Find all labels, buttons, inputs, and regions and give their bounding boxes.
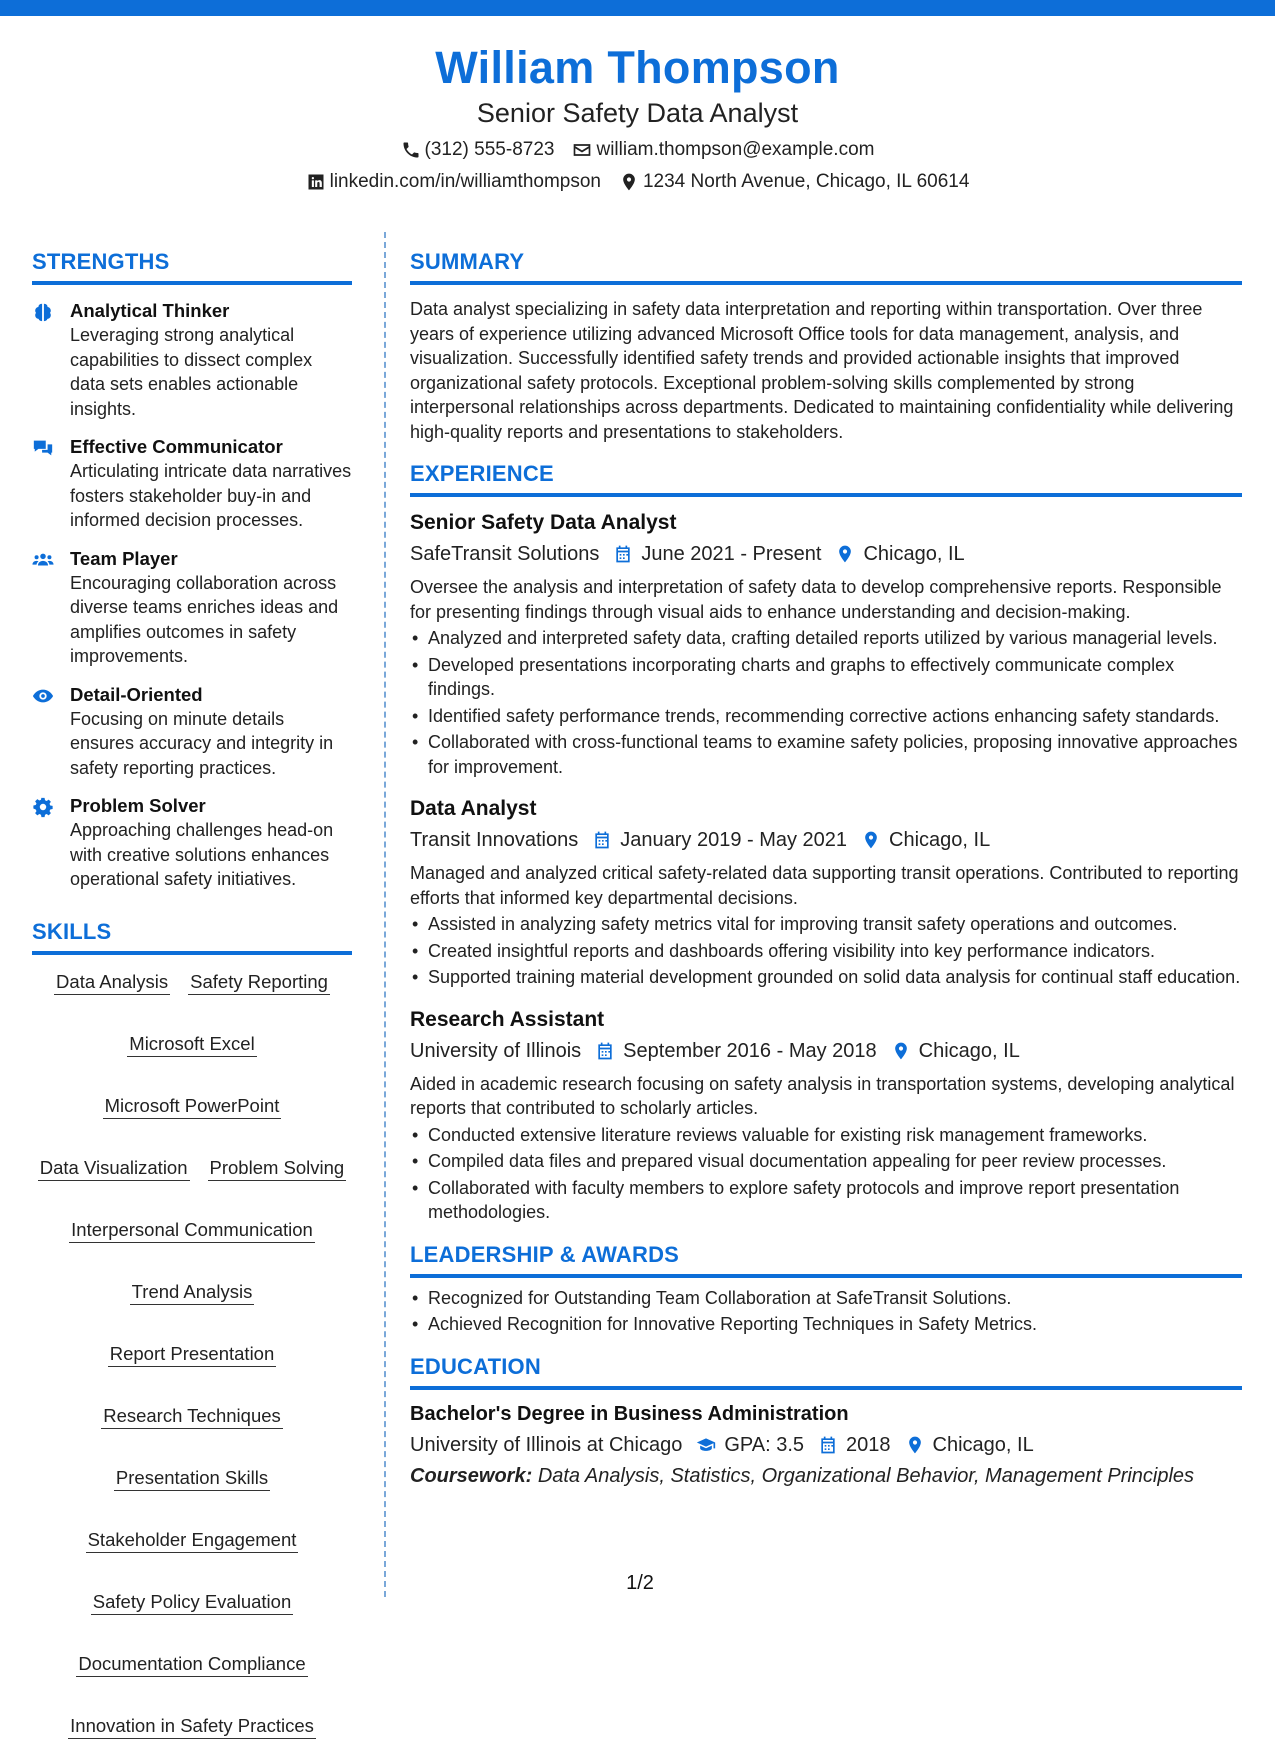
skill-tag: Stakeholder Engagement: [86, 1527, 299, 1553]
job-title: Data Analyst: [410, 797, 537, 820]
job-location: Chicago, IL: [863, 543, 965, 565]
job-bullets: [410, 912, 1242, 990]
skill-tag: Safety Policy Evaluation: [91, 1589, 293, 1615]
education-meta: [410, 1430, 1242, 1460]
calendar-icon: [613, 544, 633, 564]
list-item: • Collaborated with cross-functional teams to examine safety policies, proposing innovative approaches for improvement.: [410, 730, 1242, 779]
job-meta: [410, 1036, 1242, 1066]
map-pin-icon: [905, 1435, 925, 1455]
skill-tag: Trend Analysis: [130, 1279, 255, 1305]
job-bullets: [410, 626, 1242, 779]
list-item: • Identified safety performance trends, recommending corrective actions enhancing safety standards.: [410, 704, 1242, 729]
skill-tag: Innovation in Safety Practices: [68, 1713, 316, 1739]
contact-email[interactable]: [572, 138, 874, 162]
strength-desc: Leveraging strong analytical capabilities to dissect complex data sets enables actionable insights.: [70, 325, 313, 419]
envelope-icon: [572, 140, 592, 160]
strength-desc: Focusing on minute details ensures accuracy and integrity in safety reporting practices.: [70, 708, 334, 778]
awards-list: [410, 1286, 1242, 1337]
coursework-list: Data Analysis, Statistics, Organizational Behavior, Management Principles: [537, 1464, 1195, 1487]
map-pin-icon: [861, 830, 881, 850]
list-item: • Conducted extensive literature reviews valuable for existing risk management frameworks.: [410, 1123, 1242, 1148]
calendar-icon: [595, 1041, 615, 1061]
list-item: • Recognized for Outstanding Team Collaboration at SafeTransit Solutions.: [410, 1286, 1242, 1311]
skills-heading: SKILLS: [32, 918, 352, 955]
job-entry: [410, 795, 1242, 990]
job-entry: [410, 1006, 1242, 1225]
strength-title: Effective Communicator: [70, 436, 283, 457]
job-meta: [410, 825, 1242, 855]
phone-text: (312) 555-8723: [424, 139, 555, 160]
job-description: Managed and analyzed critical safety-related data supporting transit operations. Contributed to reporting efforts that informed key departmental decisions.: [410, 863, 1239, 908]
map-pin-icon: [891, 1041, 911, 1061]
strength-desc: Approaching challenges head-on with creative solutions enhances operational safety initiatives.: [70, 820, 334, 889]
skill-tag: Report Presentation: [108, 1341, 277, 1367]
coursework-label: Coursework:: [410, 1464, 533, 1487]
job-entry: [410, 509, 1242, 779]
job-title: Senior Safety Data Analyst: [410, 511, 677, 534]
skill-tag: Problem Solving: [208, 1155, 347, 1181]
page-number: 1/2: [626, 1572, 654, 1594]
job-dates: September 2016 - May 2018: [623, 1039, 877, 1062]
left-column: [32, 248, 352, 1739]
strength-item: [32, 547, 352, 669]
comments-icon: [32, 437, 54, 459]
strength-desc: Articulating intricate data narratives fosters stakeholder buy-in and informed decision processes.: [70, 461, 352, 530]
contact-row-1: [0, 138, 1275, 162]
users-icon: [32, 549, 54, 571]
skill-tag: Safety Reporting: [188, 969, 330, 995]
list-item: • Supported training material development grounded on solid data analysis for continual staff education.: [410, 965, 1242, 990]
skills-list: [32, 969, 352, 1739]
list-item: • Developed presentations incorporating charts and graphs to effectively communicate complex findings.: [410, 653, 1242, 702]
phone-icon: [401, 140, 421, 160]
graduation-year: 2018: [846, 1433, 891, 1456]
awards-section: [410, 1241, 1242, 1337]
degree-title: Bachelor's Degree in Business Administration: [410, 1402, 849, 1425]
coursework: [410, 1462, 1242, 1490]
list-item: • Analyzed and interpreted safety data, crafting detailed reports utilized by various managerial levels.: [410, 626, 1242, 651]
list-item: • Collaborated with faculty members to explore safety protocols and improve report presentation methodologies.: [410, 1176, 1242, 1225]
strength-title: Problem Solver: [70, 795, 206, 816]
skills-section: [32, 918, 352, 1739]
education-heading: EDUCATION: [410, 1353, 1242, 1390]
candidate-title: Senior Safety Data Analyst: [476, 98, 799, 128]
job-description: Aided in academic research focusing on safety analysis in transportation systems, developing analytical reports that contributed to scholarly articles.: [410, 1073, 1235, 1118]
summary-text: Data analyst specializing in safety data interpretation and reporting within transportation. Over three years of experience utilizing advanced Microsoft Office tools for data management, analysis, and visualization. Successfully identified safety trends and provided actionable insights that improved organizational safety protocols. Exceptional problem-solving skills complemented by strong interpersonal relationships across departments. Dedicated to maintaining confidentiality while delivering high-quality reports and presentations to stakeholders.: [410, 299, 1234, 442]
strength-title: Detail-Oriented: [70, 683, 203, 705]
gpa: GPA: 3.5: [724, 1433, 805, 1456]
job-description: Oversee the analysis and interpretation of safety data to develop comprehensive reports. Responsible for presenting findings through visual aids to enhance understanding and decision-making.: [410, 577, 1222, 622]
top-accent-bar: [0, 0, 1275, 16]
job-bullets: [410, 1123, 1242, 1225]
strength-item: [32, 299, 352, 421]
job-dates: January 2019 - May 2021: [620, 829, 848, 851]
job-location: Chicago, IL: [918, 1039, 1020, 1062]
strength-title: Analytical Thinker: [70, 300, 230, 321]
job-company: SafeTransit Solutions: [410, 543, 600, 565]
skill-tag: Data Analysis: [54, 969, 170, 995]
contact-address: [619, 170, 969, 194]
awards-heading: LEADERSHIP & AWARDS: [410, 1241, 1242, 1278]
email-link[interactable]: william.thompson@example.com: [596, 139, 875, 160]
education-section: [410, 1353, 1242, 1490]
strength-item: [32, 794, 352, 892]
summary-heading: SUMMARY: [410, 248, 1242, 285]
right-column: [410, 248, 1242, 1490]
skill-tag: Documentation Compliance: [76, 1651, 307, 1677]
map-pin-icon: [835, 544, 855, 564]
job-company: University of Illinois: [410, 1039, 582, 1062]
skill-tag: Microsoft PowerPoint: [103, 1093, 282, 1119]
list-item: • Created insightful reports and dashboards offering visibility into key performance indicators.: [410, 939, 1242, 964]
education-location: Chicago, IL: [932, 1433, 1034, 1456]
strengths-heading: STRENGTHS: [32, 248, 352, 285]
contact-row-2: [0, 170, 1275, 194]
job-dates: June 2021 - Present: [641, 543, 822, 565]
graduation-cap-icon: [696, 1435, 716, 1455]
resume-header: [0, 40, 1275, 194]
calendar-icon: [592, 830, 612, 850]
column-divider: [384, 232, 386, 1597]
contact-phone: [401, 138, 555, 162]
eye-icon: [32, 685, 54, 707]
candidate-name: William Thompson: [435, 42, 840, 93]
strength-item: [32, 435, 352, 533]
address-text: 1234 North Avenue, Chicago, IL 60614: [642, 171, 970, 192]
strength-item: [32, 683, 352, 781]
map-pin-icon: [619, 172, 639, 192]
experience-section: [410, 460, 1242, 1225]
job-title: Research Assistant: [410, 1007, 605, 1031]
linkedin-icon: [306, 172, 326, 192]
strength-title: Team Player: [70, 547, 178, 569]
school-name: University of Illinois at Chicago: [410, 1433, 683, 1456]
skill-tag: Presentation Skills: [114, 1465, 270, 1491]
list-item: • Compiled data files and prepared visual documentation appealing for peer review processes.: [410, 1149, 1242, 1174]
job-company: Transit Innovations: [410, 829, 579, 851]
skill-tag: Interpersonal Communication: [69, 1217, 315, 1243]
job-meta: [410, 539, 1242, 569]
contact-linkedin[interactable]: [306, 170, 601, 194]
skill-tag: Data Visualization: [38, 1155, 190, 1181]
experience-heading: EXPERIENCE: [410, 460, 1242, 497]
calendar-icon: [818, 1435, 838, 1455]
skill-tag: Research Techniques: [101, 1403, 283, 1429]
strength-desc: Encouraging collaboration across diverse teams enriches ideas and amplifies outcomes in safety improvements.: [70, 572, 339, 666]
gear-icon: [32, 796, 54, 818]
list-item: • Achieved Recognition for Innovative Reporting Techniques in Safety Metrics.: [410, 1312, 1242, 1337]
list-item: • Assisted in analyzing safety metrics vital for improving transit safety operations and outcomes.: [410, 912, 1242, 937]
skill-tag: Microsoft Excel: [127, 1031, 256, 1057]
linkedin-link[interactable]: linkedin.com/in/williamthompson: [329, 171, 601, 192]
brain-icon: [32, 301, 54, 323]
job-location: Chicago, IL: [889, 829, 991, 851]
